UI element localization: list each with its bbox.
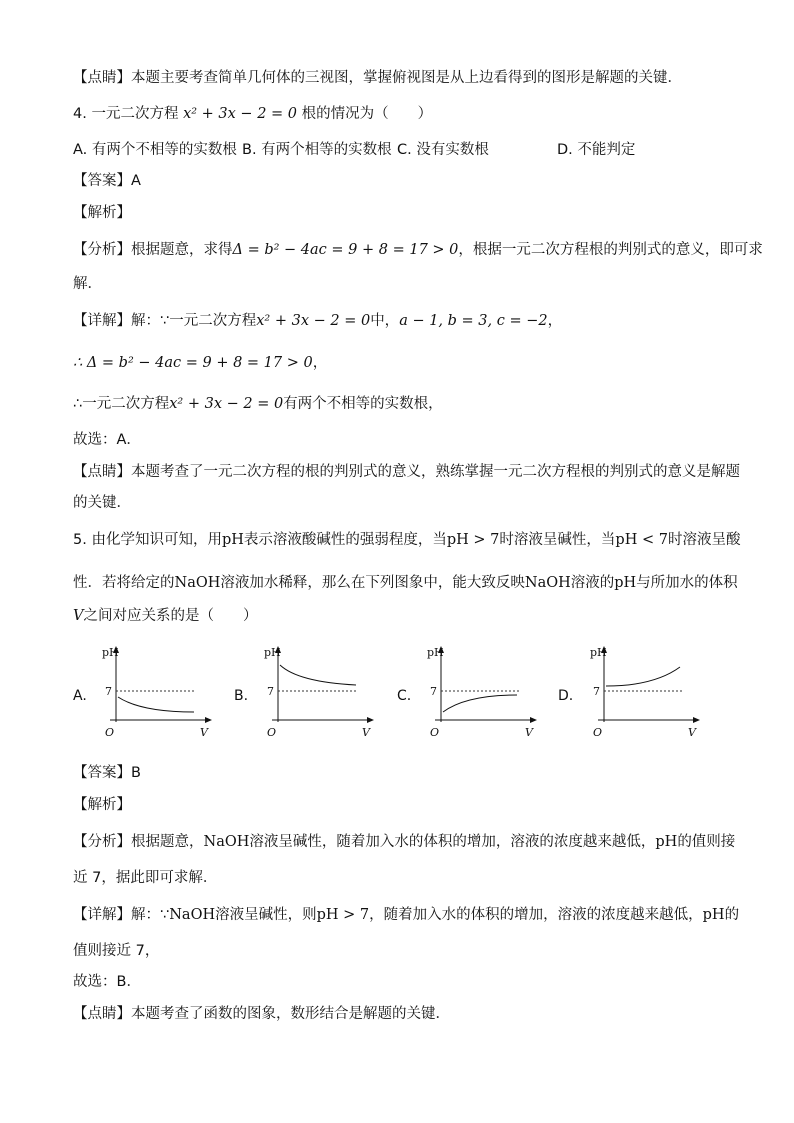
q5-xiangjie — [73, 905, 739, 925]
graph-c-origin: O — [430, 726, 440, 739]
graph-b-origin: O — [267, 726, 277, 739]
graph-d-curve — [606, 667, 680, 686]
q4-answer: 【答案】A — [73, 173, 141, 189]
q5-xiangjie-l2: 值则接近 7， — [73, 943, 160, 959]
graph-d-x-arrow — [693, 717, 700, 723]
q4-jiexi: 【解析】 — [73, 205, 131, 221]
q4-dianjing-l2: 的关键． — [73, 495, 131, 511]
q4-therefore2 — [73, 394, 443, 414]
graph-b-curve — [280, 665, 356, 685]
q5-choose: 故选：B． — [73, 974, 141, 990]
graph-a-xlabel: V — [200, 726, 208, 739]
graph-b-seven: 7 — [267, 685, 274, 698]
graph-d-seven: 7 — [593, 685, 600, 698]
graph-b-ylabel: pH — [264, 646, 281, 659]
graph-d-ylabel: pH — [590, 646, 607, 659]
q5-xiangjie-mid2: ，随着加入水的体积的增加，溶液的浓度越来越低， — [369, 907, 703, 923]
graph-a-x-arrow — [205, 717, 212, 723]
q4-fenxi-line2: 解． — [73, 276, 102, 292]
q5-v: V — [73, 608, 84, 624]
graph-a — [96, 642, 221, 742]
q5-ph-2: pH — [614, 575, 637, 591]
q5-xiangjie-post: 的 — [724, 907, 740, 923]
q5-l1-post: 时溶液呈酸 — [667, 532, 741, 548]
graph-c-xlabel: V — [525, 726, 533, 739]
q5-gt7: pH > 7 — [446, 532, 500, 548]
graph-c-curve — [443, 695, 517, 712]
q4-fenxi-pre: 【分析】根据题意，求得 — [73, 242, 233, 258]
q5-stem-l1 — [73, 530, 740, 550]
q5-fenxi — [73, 832, 735, 852]
q5-xiangjie-naoh: NaOH — [169, 907, 216, 923]
q5-stem-l2 — [73, 573, 738, 593]
q4-xiangjie-pre: 【详解】解：∵一元二次方程 — [73, 313, 257, 329]
q4-therefore2-eq: x² + 3x − 2 = 0 — [169, 396, 284, 412]
q5-lt7: pH < 7 — [615, 532, 668, 548]
q5-fenxi-naoh: NaOH — [203, 834, 250, 850]
q4-option-a: A. 有两个不相等的实数根 — [73, 142, 237, 158]
q4-xiangjie-mid: 中， — [370, 313, 400, 329]
graph-c-label: C. — [397, 688, 412, 704]
q4-xiangjie — [73, 311, 562, 331]
q5-naoh-1: NaOH — [174, 575, 221, 591]
q4-choose: 故选：A． — [73, 432, 141, 448]
graph-a-curve — [118, 697, 194, 712]
q5-answer: 【答案】B — [73, 765, 141, 781]
q4-fenxi-post: ，根据一元二次方程根的判别式的意义，即可求 — [458, 242, 763, 258]
q4-stem — [73, 104, 432, 124]
q4-option-b: B. 有两个相等的实数根 — [242, 142, 392, 158]
q5-jiexi: 【解析】 — [73, 797, 131, 813]
q5-ph: pH — [221, 532, 244, 548]
q4-fenxi-formula: Δ = b² − 4ac = 9 + 8 = 17 > 0 — [232, 242, 459, 258]
q4-xiangjie-coef: a − 1, b = 3, c = −2 — [399, 313, 548, 329]
q4-xiangjie-eq: x² + 3x − 2 = 0 — [256, 313, 371, 329]
q5-l2-post: 与所加水的体积 — [636, 575, 738, 591]
graph-a-origin: O — [105, 726, 115, 739]
graph-d-origin: O — [593, 726, 603, 739]
q5-fenxi-ph: pH — [655, 834, 678, 850]
graph-c-x-arrow — [530, 717, 537, 723]
graph-c — [421, 642, 546, 742]
q5-l1-mid2: 时溶液呈碱性，当 — [499, 532, 616, 548]
q4-stem-pre: 4. 一元二次方程 — [73, 106, 179, 122]
q5-l1-mid: 表示溶液酸碱性的强弱程度，当 — [243, 532, 447, 548]
graph-a-seven: 7 — [105, 685, 112, 698]
q5-l2-mid: 溶液加水稀释，那么在下列图象中，能大致反映 — [220, 575, 525, 591]
q4-option-d: D. 不能判定 — [557, 142, 636, 158]
graph-d-label: D. — [558, 688, 574, 704]
q5-l3-post: 之间对应关系的是（ ） — [83, 608, 258, 624]
q5-l2-mid2: 溶液的 — [570, 575, 615, 591]
q4-therefore2-pre: ∴一元二次方程 — [73, 396, 170, 412]
q4-equation: x² + 3x − 2 = 0 — [183, 106, 298, 122]
q4-stem-post: 根的情况为（ ） — [301, 106, 433, 122]
graph-a-ylabel: pH — [102, 646, 119, 659]
q5-xiangjie-pre: 【详解】解：∵ — [73, 907, 170, 923]
q4-option-c: C. 没有实数根 — [397, 142, 489, 158]
graph-c-ylabel: pH — [427, 646, 444, 659]
graph-a-label: A. — [73, 688, 87, 704]
graph-d-xlabel: V — [688, 726, 696, 739]
q5-fenxi-l2: 近 7，据此即可求解． — [73, 870, 218, 886]
graph-b-xlabel: V — [362, 726, 370, 739]
q5-fenxi-pre: 【分析】根据题意， — [73, 834, 204, 850]
q4-dianjing-l1: 【点睛】本题考查了一元二次方程的根的判别式的意义，熟练掌握一元二次方程根的判别式的意义是解题 — [73, 464, 740, 480]
q5-xiangjie-ph: pH — [702, 907, 725, 923]
q5-xiangjie-gt7: pH > 7 — [316, 907, 370, 923]
q5-stem-l3 — [73, 606, 257, 626]
q5-l1-pre: 5. 由化学知识可知，用 — [73, 532, 222, 548]
q5-xiangjie-mid: 溶液呈碱性，则 — [215, 907, 317, 923]
q5-fenxi-mid: 溶液呈碱性，随着加入水的体积的增加，溶液的浓度越来越低， — [249, 834, 656, 850]
q3-dianjing: 【点睛】本题主要考查简单几何体的三视图，掌握俯视图是从上边看得到的图形是解题的关键． — [73, 70, 682, 86]
graph-d — [584, 642, 709, 742]
q5-naoh-2: NaOH — [524, 575, 571, 591]
q5-fenxi-post: 的值则接 — [677, 834, 736, 850]
q4-fenxi — [73, 240, 763, 260]
graph-c-seven: 7 — [430, 685, 437, 698]
q4-xiangjie-end: ， — [547, 313, 563, 329]
q4-therefore1-formula: ∴ Δ = b² − 4ac = 9 + 8 = 17 > 0 — [73, 355, 313, 371]
q4-therefore2-post: 有两个不相等的实数根， — [283, 396, 443, 412]
graph-b — [258, 642, 383, 742]
q4-therefore1-end: ， — [312, 355, 328, 371]
q4-therefore1 — [73, 353, 327, 373]
q5-dianjing: 【点睛】本题考查了函数的图象，数形结合是解题的关键． — [73, 1006, 450, 1022]
graph-b-x-arrow — [367, 717, 374, 723]
graph-b-label: B. — [234, 688, 249, 704]
q5-l2-pre: 性．若将给定的 — [73, 575, 175, 591]
